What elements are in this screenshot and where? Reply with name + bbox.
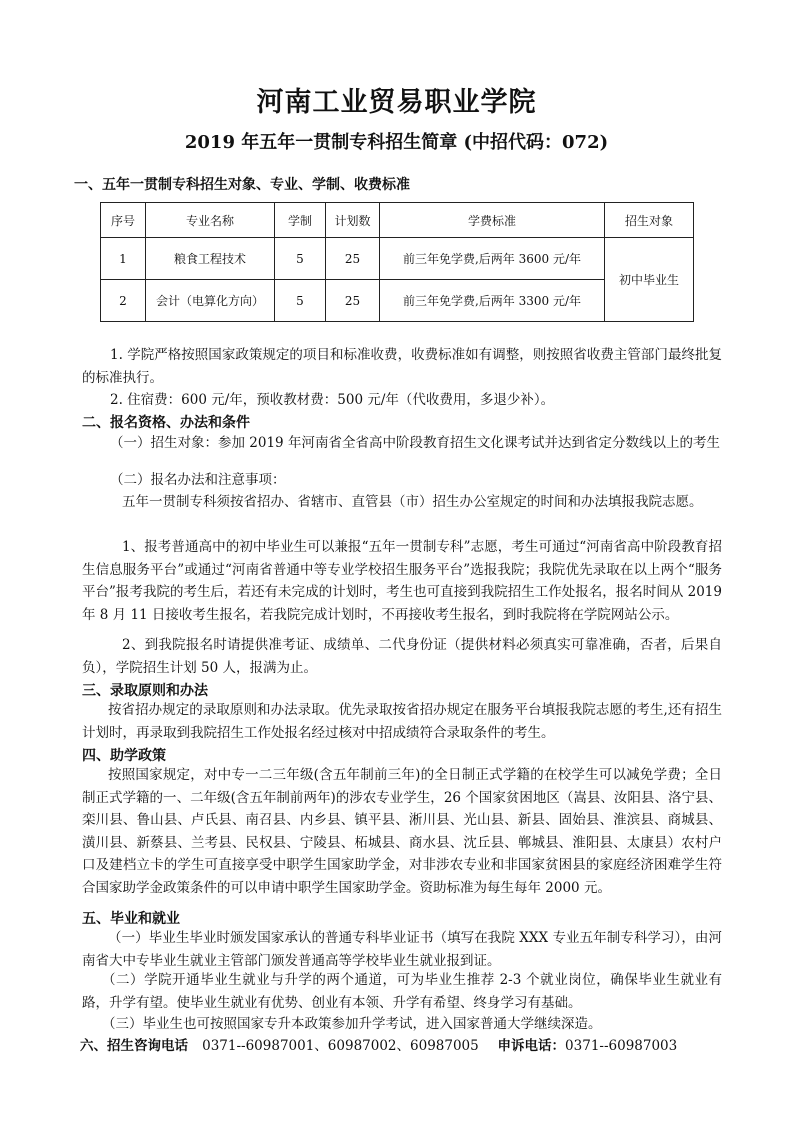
fee-table — [100, 202, 694, 322]
section2-item-1: （一）招生对象：参加 2019 年河南省全省高中阶段教育招生文化课考试并达到省定分数线以上的考生 — [110, 435, 720, 451]
section1-heading: 一、五年一贯制专科招生对象、专业、学制、收费标准 — [74, 177, 410, 193]
header-major: 专业名称 — [146, 203, 275, 238]
header-target: 招生对象 — [605, 203, 694, 238]
header-no: 序号 — [101, 203, 146, 238]
cell-fee: 前三年免学费,后两年 3600 元/年 — [380, 238, 605, 280]
cell-fee: 前三年免学费,后两年 3300 元/年 — [380, 280, 605, 322]
cell-target: 初中毕业生 — [605, 238, 694, 322]
section5-item-1: （一）毕业生毕业时颁发国家承认的普通专科毕业证书（填写在我院 XXX 专业五年制专科学习），由河南省大中专毕业生就业主管部门颁发普通高等学校毕业生就业报到证。 — [82, 930, 722, 969]
page-subtitle: 2019 年五年一贯制专科招生简章 (中招代码：072) — [184, 132, 609, 153]
section2-para-3: 2、到我院报名时请提供准考证、成绩单、二代身份证（提供材料必须真实可靠准确，否者，后果自负），学院招生计划 50 人，报满为止。 — [82, 637, 722, 676]
section4-para: 按照国家规定，对中专一二三年级(含五年制前三年)的全日制正式学籍的在校学生可以减免学费；全日制正式学籍的一、二年级(含五年制前两年)的涉农专业学生，26 个国家贫困地区（嵩县、汝阳县、洛宁县、栾川县、鲁山县、卢氏县、南召县、内乡县、镇平县、淅川县、光山县、新县、固始县、淮滨县、商城县、潢川县、新蔡县、兰考县、民权县、宁陵县、柘城县、商水县、沈丘县、郸城县、淮阳县、太康县）农村户口及建档立卡的学生可直接享受中职学生国家助学金，对非涉农专业和非国家贫困县的家庭经济困难学生符合国家助学金政策条件的可以申请中职学生国家助学金。资助标准为每生每年 2000 元。 — [82, 767, 722, 896]
cell-plan: 25 — [326, 280, 380, 322]
cell-major: 会计（电算化方向） — [146, 280, 275, 322]
section5-heading: 五、毕业和就业 — [82, 911, 180, 927]
complaint-label: 申诉电话： — [497, 1038, 566, 1054]
section3-heading: 三、录取原则和办法 — [82, 683, 208, 699]
section2-para-2: 1、报考普通高中的初中毕业生可以兼报“五年一贯制专科”志愿，考生可通过“河南省高中阶段教育招生信息服务平台”或通过“河南省普通中等专业学校招生服务平台”选报我院；我院优先录取在以上两个“服务平台”报考我院的考生后，若还有未完成的计划时，考生也可直接到我院招生工作处报名，报名时间从 2019 年 8 月 11 日接收考生报名，若我院完成计划时，不再接收考生报名，到时我院将在学院网站公示。 — [82, 539, 722, 623]
table-header-row — [101, 203, 694, 238]
complaint-phone: 0371--60987003 — [565, 1038, 678, 1054]
section4-heading: 四、助学政策 — [82, 748, 166, 764]
section5-item-2: （二）学院开通毕业生就业与升学的两个通道，可为毕业生推荐 2-3 个就业岗位，确保毕业生就业有路，升学有望。使毕业生就业有优势、创业有本领、升学有希望、终身学习有基础。 — [82, 972, 722, 1011]
section2-heading: 二、报名资格、办法和条件 — [82, 415, 250, 431]
section3-para: 按省招办规定的录取原则和办法录取。优先录取按省招办规定在服务平台填报我院志愿的考生,还有招生计划时，再录取到我院招生工作处报名经过核对中招成绩符合录取条件的考生。 — [82, 702, 722, 741]
cell-no: 2 — [101, 280, 146, 322]
cell-no: 1 — [101, 238, 146, 280]
section5-item-3: （三）毕业生也可按照国家专升本政策参加升学考试，进入国家普通大学继续深造。 — [102, 1016, 602, 1032]
section6-heading: 六、招生咨询电话 — [80, 1038, 188, 1054]
cell-plan: 25 — [326, 238, 380, 280]
cell-years: 5 — [275, 238, 326, 280]
section2-para-1: 五年一贯制专科须按省招办、省辖市、直管县（市）招生办公室规定的时间和办法填报我院志愿。 — [122, 494, 703, 510]
fee-note-2: 2. 住宿费：600 元/年，预收教材费：500 元/年（代收费用，多退少补）。 — [110, 392, 555, 408]
header-fee: 学费标准 — [380, 203, 605, 238]
contact-line — [80, 1034, 677, 1054]
section2-item-2: （二）报名办法和注意事项： — [110, 472, 286, 488]
cell-major: 粮食工程技术 — [146, 238, 275, 280]
table-row — [101, 238, 694, 280]
cell-years: 5 — [275, 280, 326, 322]
page-title: 河南工业贸易职业学院 — [256, 87, 537, 118]
enrollment-phones: 0371--60987001、60987002、60987005 — [202, 1038, 479, 1054]
header-plan: 计划数 — [326, 203, 380, 238]
fee-note-1: 1. 学院严格按照国家政策规定的项目和标准收费，收费标准如有调整，则按照省收费主管部门最终批复的标准执行。 — [82, 347, 722, 386]
header-years: 学制 — [275, 203, 326, 238]
